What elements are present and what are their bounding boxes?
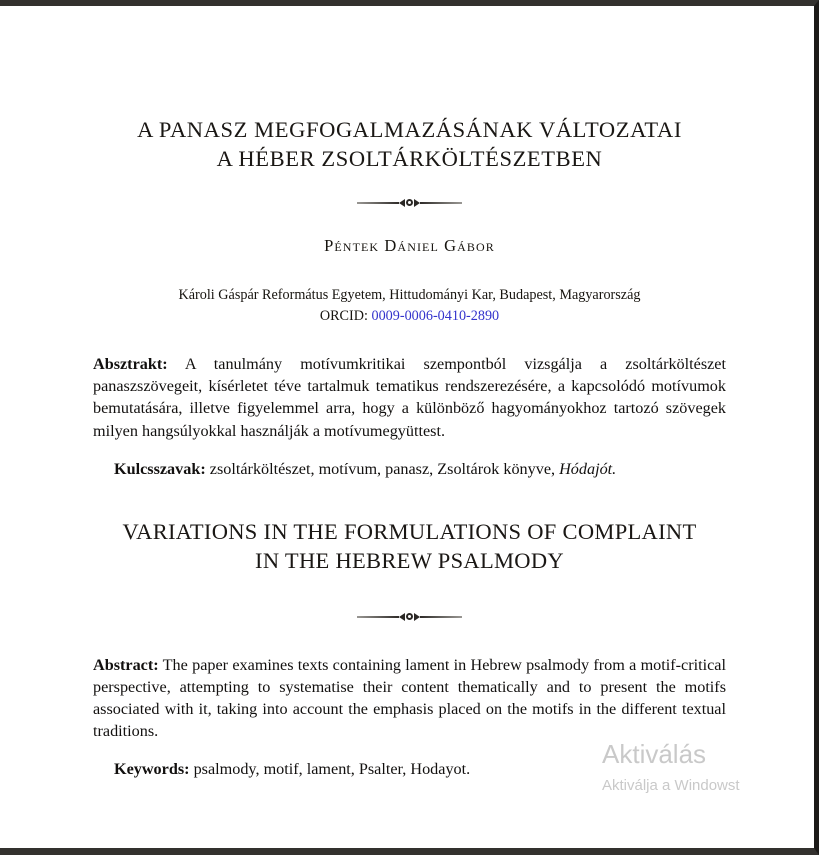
ornament-rule-left xyxy=(357,202,399,204)
title-hungarian-line-2: A HÉBER ZSOLTÁRKÖLTÉSZETBEN xyxy=(216,145,603,171)
author-name: Péntek Dániel Gábor xyxy=(324,235,495,255)
orcid-link[interactable]: 0009-0006-0410-2890 xyxy=(371,307,500,324)
orcid-line xyxy=(93,306,726,327)
keywords-hungarian-italic-term: Hódajót. xyxy=(559,459,617,478)
ornament-circle-icon xyxy=(406,199,413,206)
document-page xyxy=(0,6,814,848)
abstract-english xyxy=(93,654,726,742)
ornament-rule-left xyxy=(357,616,399,618)
keywords-english-text: psalmody, motif, lament, Psalter, Hodayot. xyxy=(193,760,471,779)
abstract-hungarian-label: Absztrakt: xyxy=(93,355,168,374)
keywords-english xyxy=(93,758,726,780)
abstract-hungarian xyxy=(93,353,726,441)
author-affiliation: Károli Gáspár Református Egyetem, Hittudományi Kar, Budapest, Magyarország xyxy=(178,286,641,303)
ornament-triangle-left-icon xyxy=(399,199,405,207)
title-english-line-1: VARIATIONS IN THE FORMULATIONS OF COMPLAINT xyxy=(122,519,697,545)
ornament-rule-right xyxy=(420,202,462,204)
keywords-hungarian-label: Kulcsszavak: xyxy=(114,459,206,478)
keywords-hungarian-text: zsoltárköltészet, motívum, panasz, Zsoltárok könyve, xyxy=(209,459,556,478)
ornament-circle-icon xyxy=(406,613,413,620)
abstract-english-text: The paper examines texts containing lament in Hebrew psalmody from a motif-critical perspective, attempting to systematise their content thematically and to present the motifs associated with it, taking into account the emphasis placed on the motifs in the different textual traditions. xyxy=(93,655,726,741)
watermark-title: Aktiválás xyxy=(602,738,707,769)
orcid-label: ORCID: xyxy=(319,307,368,324)
ornament-divider-bottom xyxy=(93,610,726,624)
watermark-subtitle: Aktiválja a Windowst xyxy=(602,777,740,794)
ornament-rule-right xyxy=(420,616,462,618)
ornament-divider-top xyxy=(93,196,726,210)
title-english-line-2: IN THE HEBREW PSALMODY xyxy=(255,547,564,573)
keywords-english-label: Keywords: xyxy=(114,760,190,779)
keywords-hungarian xyxy=(93,458,726,480)
ornament-triangle-left-icon xyxy=(399,613,405,621)
page-title-english xyxy=(93,496,726,576)
abstract-hungarian-text: A tanulmány motívumkritikai szempontból vizsgálja a zsoltárköltészet panaszszövegeit, kísérletet téve tartalmuk tematikus rendszerezésére, a kapcsolódó motívumok bemutatására, illetve figyelemmel arra, hogy a különböző hagyományokhoz tartozó szövegek milyen hangsúlyokkal használják a motívumegyüttest. xyxy=(93,355,726,440)
abstract-english-label: Abstract: xyxy=(93,655,159,674)
title-hungarian-line-1: A PANASZ MEGFOGALMAZÁSÁNAK VÁLTOZATAI xyxy=(137,117,682,142)
page-title-hungarian xyxy=(93,6,726,174)
